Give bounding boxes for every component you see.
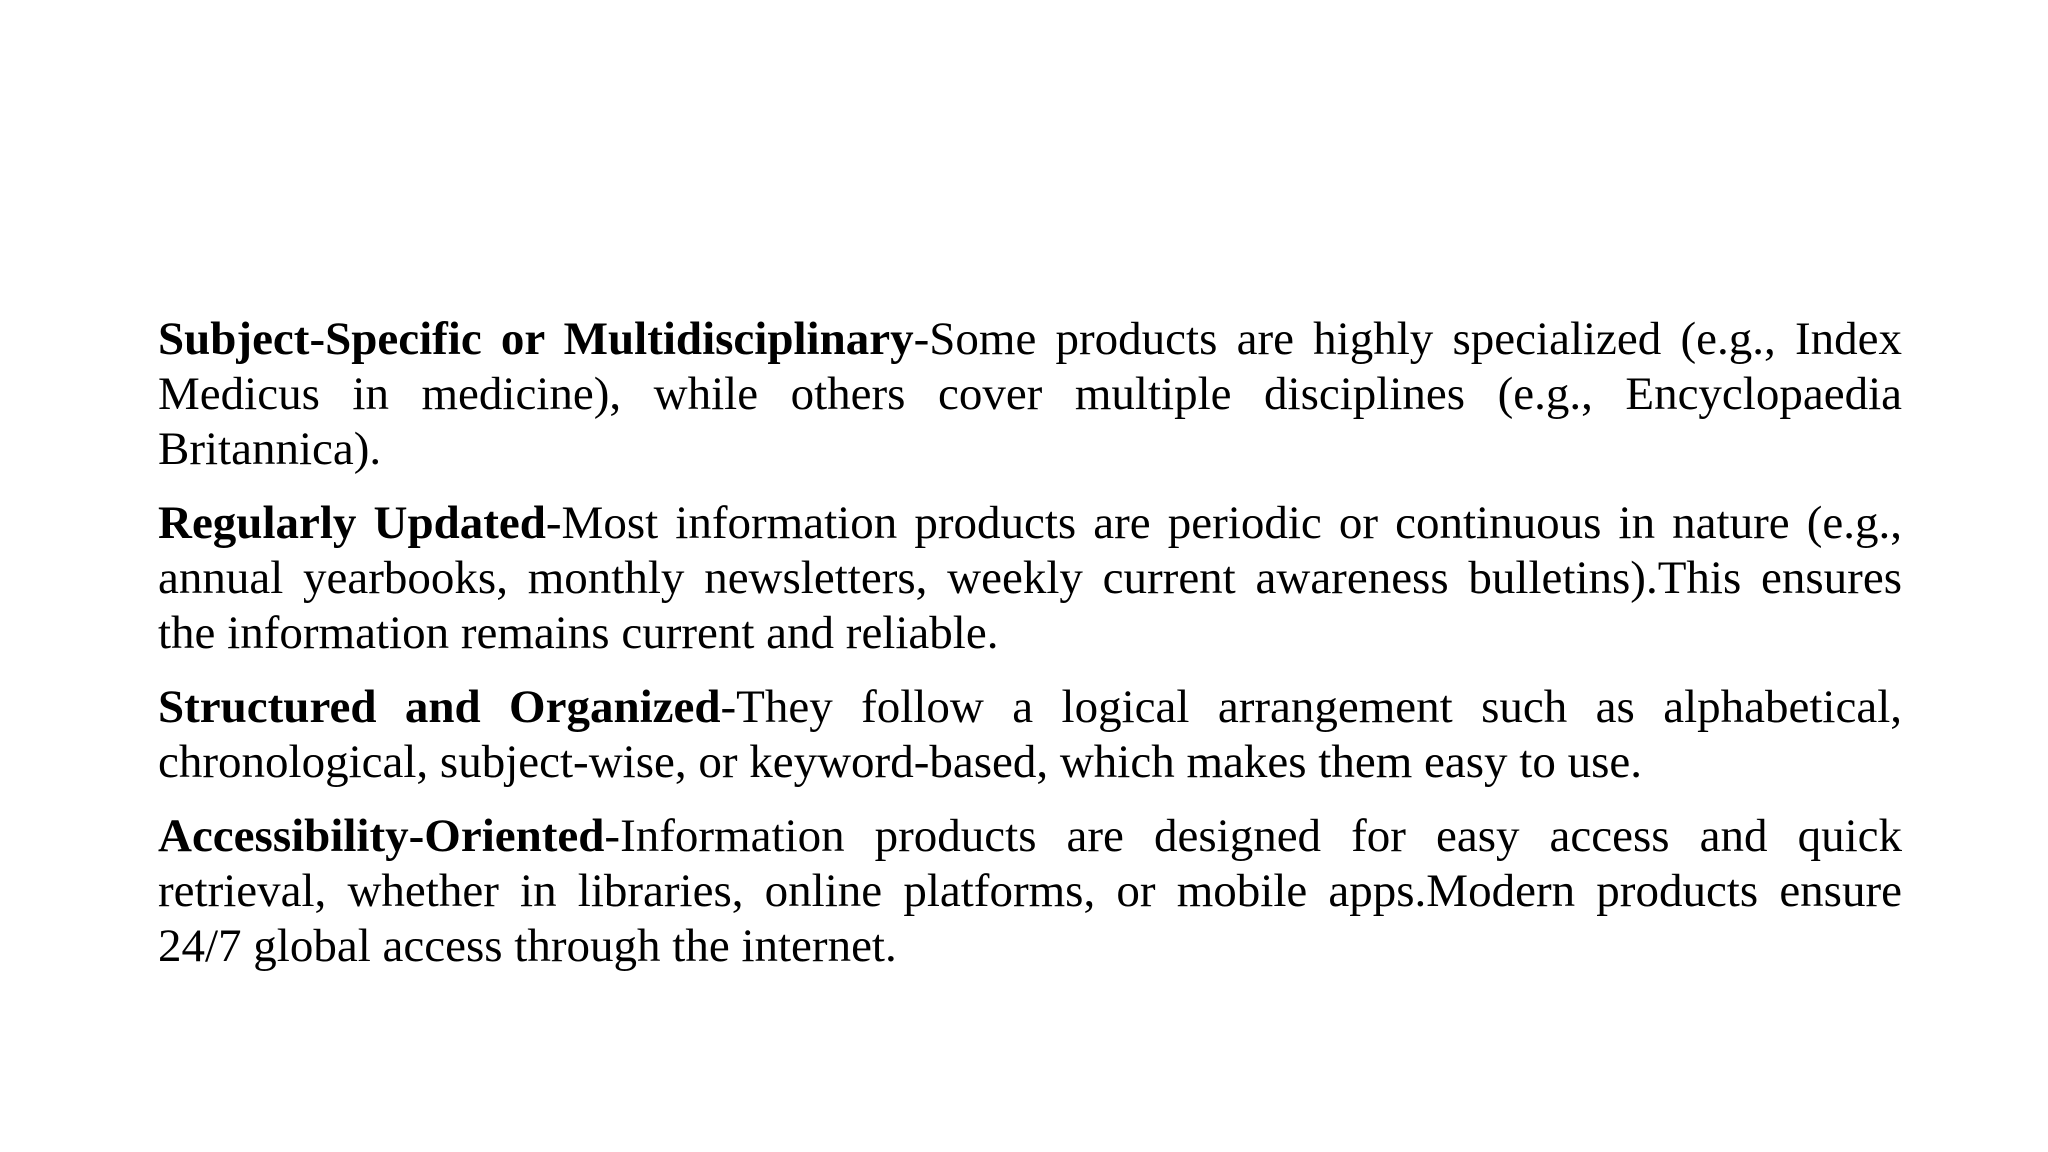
paragraph-term: Accessibility-Oriented [158,810,605,862]
paragraph-accessibility-oriented [158,809,1902,974]
paragraph-term: Subject-Specific or Multidisciplinary [158,313,914,365]
paragraph-regularly-updated [158,496,1902,661]
paragraph-term: Structured and Organized [158,681,721,733]
paragraph-subject-specific [158,312,1902,477]
paragraph-term: Regularly Updated [158,497,546,549]
paragraph-text: -Most information products are periodic or continuous in nature (e.g., annual yearbooks, monthly newsletters, weekly current awareness bulletins).This ensures the information remains current and reliable. [158,497,1902,659]
slide-body [158,312,1902,974]
paragraph-text: -Some products are highly specialized (e.g., Index Medicus in medicine), while others cover multiple disciplines (e.g., Encyclopaedia Britannica). [158,313,1902,475]
paragraph-structured-organized [158,680,1902,790]
paragraph-text: -Information products are designed for easy access and quick retrieval, whether in libraries, online platforms, or mobile apps.Modern products ensure 24/7 global access through the internet. [158,810,1902,972]
paragraph-text: -They follow a logical arrangement such as alphabetical, chronological, subject-wise, or keyword-based, which makes them easy to use. [158,681,1903,788]
